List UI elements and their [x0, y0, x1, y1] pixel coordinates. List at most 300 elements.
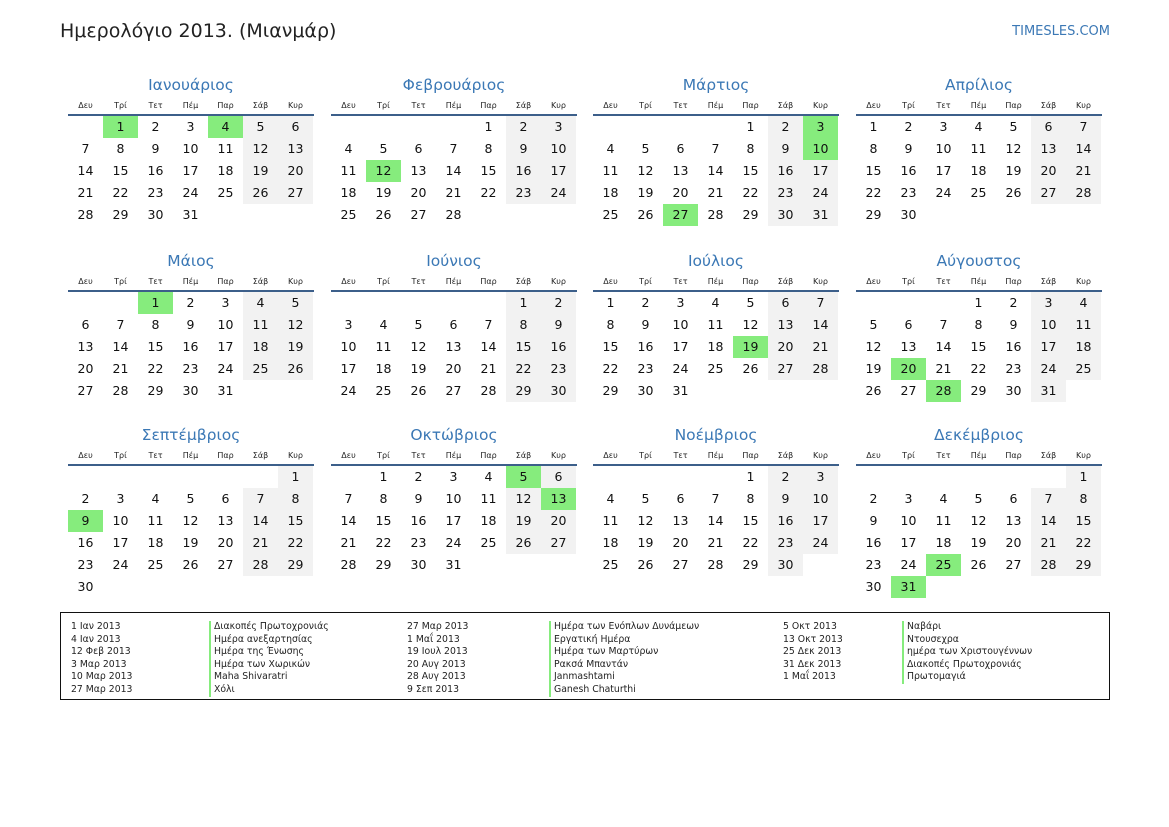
day-cell[interactable]: 25: [1066, 358, 1101, 380]
day-cell[interactable]: 18: [970, 163, 987, 178]
day-cell[interactable]: 11: [375, 339, 392, 354]
day-cell[interactable]: 26: [865, 383, 882, 398]
day-cell[interactable]: 3: [449, 469, 458, 484]
day-cell[interactable]: 28: [445, 207, 462, 222]
day-cell[interactable]: 23: [410, 535, 427, 550]
day-cell[interactable]: 15: [742, 163, 759, 178]
day-cell[interactable]: 23: [506, 182, 541, 204]
day-cell[interactable]: 1: [746, 469, 755, 484]
day-cell[interactable]: 19: [865, 361, 882, 376]
holiday-day-cell[interactable]: 1: [138, 292, 173, 314]
holiday-day-cell[interactable]: 1: [103, 116, 138, 138]
day-cell[interactable]: 9: [414, 491, 423, 506]
holiday-day-cell[interactable]: 19: [733, 336, 768, 358]
day-cell[interactable]: 13: [278, 138, 313, 160]
day-cell[interactable]: 4: [606, 141, 615, 156]
day-cell[interactable]: 20: [410, 185, 427, 200]
day-cell[interactable]: 2: [81, 491, 90, 506]
day-cell[interactable]: 25: [147, 557, 164, 572]
day-cell[interactable]: 14: [112, 339, 129, 354]
day-cell[interactable]: 12: [970, 513, 987, 528]
day-cell[interactable]: 24: [340, 383, 357, 398]
day-cell[interactable]: 7: [344, 491, 353, 506]
day-cell[interactable]: 29: [375, 557, 392, 572]
day-cell[interactable]: 6: [768, 292, 803, 314]
day-cell[interactable]: 30: [541, 380, 576, 402]
day-cell[interactable]: 2: [869, 491, 878, 506]
day-cell[interactable]: 11: [480, 491, 497, 506]
day-cell[interactable]: 25: [970, 185, 987, 200]
day-cell[interactable]: 14: [480, 339, 497, 354]
day-cell[interactable]: 8: [278, 488, 313, 510]
day-cell[interactable]: 9: [641, 317, 650, 332]
day-cell[interactable]: 16: [768, 160, 803, 182]
day-cell[interactable]: 31: [445, 557, 462, 572]
day-cell[interactable]: 30: [1005, 383, 1022, 398]
day-cell[interactable]: 14: [77, 163, 94, 178]
day-cell[interactable]: 17: [900, 535, 917, 550]
day-cell[interactable]: 11: [340, 163, 357, 178]
day-cell[interactable]: 26: [970, 557, 987, 572]
day-cell[interactable]: 21: [707, 535, 724, 550]
day-cell[interactable]: 11: [602, 163, 619, 178]
day-cell[interactable]: 3: [1031, 292, 1066, 314]
day-cell[interactable]: 16: [1005, 339, 1022, 354]
day-cell[interactable]: 7: [1066, 116, 1101, 138]
day-cell[interactable]: 29: [112, 207, 129, 222]
day-cell[interactable]: 1: [278, 466, 313, 488]
day-cell[interactable]: 11: [1066, 314, 1101, 336]
day-cell[interactable]: 28: [707, 207, 724, 222]
day-cell[interactable]: 13: [445, 339, 462, 354]
day-cell[interactable]: 26: [637, 207, 654, 222]
day-cell[interactable]: 4: [939, 491, 948, 506]
day-cell[interactable]: 18: [935, 535, 952, 550]
day-cell[interactable]: 4: [484, 469, 493, 484]
day-cell[interactable]: 16: [182, 339, 199, 354]
holiday-day-cell[interactable]: 10: [803, 138, 838, 160]
day-cell[interactable]: 3: [344, 317, 353, 332]
day-cell[interactable]: 18: [147, 535, 164, 550]
day-cell[interactable]: 6: [221, 491, 230, 506]
day-cell[interactable]: 6: [81, 317, 90, 332]
day-cell[interactable]: 2: [768, 116, 803, 138]
day-cell[interactable]: 15: [865, 163, 882, 178]
day-cell[interactable]: 17: [340, 361, 357, 376]
day-cell[interactable]: 16: [77, 535, 94, 550]
day-cell[interactable]: 30: [182, 383, 199, 398]
holiday-day-cell[interactable]: 20: [891, 358, 926, 380]
day-cell[interactable]: 21: [112, 361, 129, 376]
day-cell[interactable]: 26: [243, 182, 278, 204]
day-cell[interactable]: 11: [217, 141, 234, 156]
day-cell[interactable]: 18: [707, 339, 724, 354]
day-cell[interactable]: 30: [900, 207, 917, 222]
day-cell[interactable]: 24: [900, 557, 917, 572]
day-cell[interactable]: 3: [221, 295, 230, 310]
day-cell[interactable]: 2: [506, 116, 541, 138]
day-cell[interactable]: 12: [1005, 141, 1022, 156]
day-cell[interactable]: 15: [602, 339, 619, 354]
day-cell[interactable]: 12: [865, 339, 882, 354]
day-cell[interactable]: 11: [707, 317, 724, 332]
day-cell[interactable]: 10: [340, 339, 357, 354]
day-cell[interactable]: 10: [900, 513, 917, 528]
day-cell[interactable]: 6: [1031, 116, 1066, 138]
day-cell[interactable]: 25: [217, 185, 234, 200]
day-cell[interactable]: 19: [243, 160, 278, 182]
day-cell[interactable]: 14: [445, 163, 462, 178]
day-cell[interactable]: 15: [112, 163, 129, 178]
day-cell[interactable]: 1: [746, 119, 755, 134]
day-cell[interactable]: 22: [742, 535, 759, 550]
holiday-day-cell[interactable]: 31: [891, 576, 926, 598]
day-cell[interactable]: 20: [541, 510, 576, 532]
day-cell[interactable]: 17: [112, 535, 129, 550]
day-cell[interactable]: 2: [151, 119, 160, 134]
day-cell[interactable]: 3: [803, 466, 838, 488]
day-cell[interactable]: 2: [186, 295, 195, 310]
day-cell[interactable]: 8: [379, 491, 388, 506]
day-cell[interactable]: 1: [379, 469, 388, 484]
day-cell[interactable]: 15: [506, 336, 541, 358]
day-cell[interactable]: 16: [900, 163, 917, 178]
day-cell[interactable]: 10: [541, 138, 576, 160]
day-cell[interactable]: 13: [768, 314, 803, 336]
day-cell[interactable]: 27: [541, 532, 576, 554]
day-cell[interactable]: 12: [182, 513, 199, 528]
day-cell[interactable]: 26: [637, 557, 654, 572]
day-cell[interactable]: 27: [900, 383, 917, 398]
day-cell[interactable]: 14: [340, 513, 357, 528]
day-cell[interactable]: 7: [1031, 488, 1066, 510]
day-cell[interactable]: 12: [410, 339, 427, 354]
day-cell[interactable]: 30: [147, 207, 164, 222]
day-cell[interactable]: 4: [151, 491, 160, 506]
day-cell[interactable]: 24: [803, 532, 838, 554]
day-cell[interactable]: 4: [243, 292, 278, 314]
day-cell[interactable]: 18: [1066, 336, 1101, 358]
day-cell[interactable]: 30: [768, 554, 803, 576]
day-cell[interactable]: 6: [676, 491, 685, 506]
day-cell[interactable]: 9: [186, 317, 195, 332]
day-cell[interactable]: 26: [506, 532, 541, 554]
day-cell[interactable]: 24: [182, 185, 199, 200]
day-cell[interactable]: 9: [151, 141, 160, 156]
day-cell[interactable]: 14: [803, 314, 838, 336]
day-cell[interactable]: 14: [935, 339, 952, 354]
day-cell[interactable]: 25: [602, 207, 619, 222]
day-cell[interactable]: 4: [711, 295, 720, 310]
day-cell[interactable]: 29: [147, 383, 164, 398]
day-cell[interactable]: 6: [278, 116, 313, 138]
day-cell[interactable]: 5: [186, 491, 195, 506]
day-cell[interactable]: 20: [217, 535, 234, 550]
day-cell[interactable]: 19: [506, 510, 541, 532]
day-cell[interactable]: 8: [506, 314, 541, 336]
holiday-day-cell[interactable]: 9: [68, 510, 103, 532]
day-cell[interactable]: 23: [900, 185, 917, 200]
day-cell[interactable]: 1: [506, 292, 541, 314]
day-cell[interactable]: 27: [445, 383, 462, 398]
day-cell[interactable]: 9: [506, 138, 541, 160]
day-cell[interactable]: 1: [974, 295, 983, 310]
day-cell[interactable]: 4: [344, 141, 353, 156]
day-cell[interactable]: 11: [602, 513, 619, 528]
day-cell[interactable]: 3: [904, 491, 913, 506]
day-cell[interactable]: 19: [1005, 163, 1022, 178]
day-cell[interactable]: 9: [869, 513, 878, 528]
day-cell[interactable]: 28: [112, 383, 129, 398]
day-cell[interactable]: 5: [379, 141, 388, 156]
day-cell[interactable]: 21: [1066, 160, 1101, 182]
day-cell[interactable]: 29: [970, 383, 987, 398]
day-cell[interactable]: 8: [974, 317, 983, 332]
day-cell[interactable]: 2: [904, 119, 913, 134]
day-cell[interactable]: 29: [742, 557, 759, 572]
day-cell[interactable]: 28: [77, 207, 94, 222]
day-cell[interactable]: 13: [900, 339, 917, 354]
day-cell[interactable]: 18: [480, 513, 497, 528]
day-cell[interactable]: 12: [637, 163, 654, 178]
day-cell[interactable]: 27: [410, 207, 427, 222]
holiday-day-cell[interactable]: 28: [926, 380, 961, 402]
day-cell[interactable]: 7: [711, 141, 720, 156]
day-cell[interactable]: 17: [803, 510, 838, 532]
day-cell[interactable]: 22: [278, 532, 313, 554]
day-cell[interactable]: 12: [742, 317, 759, 332]
day-cell[interactable]: 11: [970, 141, 987, 156]
day-cell[interactable]: 14: [707, 163, 724, 178]
day-cell[interactable]: 16: [637, 339, 654, 354]
day-cell[interactable]: 10: [1031, 314, 1066, 336]
day-cell[interactable]: 28: [1031, 554, 1066, 576]
day-cell[interactable]: 28: [340, 557, 357, 572]
day-cell[interactable]: 29: [506, 380, 541, 402]
day-cell[interactable]: 9: [904, 141, 913, 156]
day-cell[interactable]: 24: [803, 182, 838, 204]
day-cell[interactable]: 6: [904, 317, 913, 332]
day-cell[interactable]: 17: [445, 513, 462, 528]
day-cell[interactable]: 21: [480, 361, 497, 376]
day-cell[interactable]: 29: [602, 383, 619, 398]
day-cell[interactable]: 5: [243, 116, 278, 138]
day-cell[interactable]: 15: [970, 339, 987, 354]
day-cell[interactable]: 13: [1031, 138, 1066, 160]
day-cell[interactable]: 10: [182, 141, 199, 156]
day-cell[interactable]: 7: [711, 491, 720, 506]
day-cell[interactable]: 6: [449, 317, 458, 332]
day-cell[interactable]: 24: [112, 557, 129, 572]
day-cell[interactable]: 10: [217, 317, 234, 332]
day-cell[interactable]: 1: [1066, 466, 1101, 488]
day-cell[interactable]: 19: [278, 336, 313, 358]
day-cell[interactable]: 20: [77, 361, 94, 376]
day-cell[interactable]: 31: [182, 207, 199, 222]
day-cell[interactable]: 21: [707, 185, 724, 200]
day-cell[interactable]: 24: [935, 185, 952, 200]
day-cell[interactable]: 20: [445, 361, 462, 376]
day-cell[interactable]: 3: [676, 295, 685, 310]
day-cell[interactable]: 15: [742, 513, 759, 528]
day-cell[interactable]: 3: [186, 119, 195, 134]
day-cell[interactable]: 8: [746, 491, 755, 506]
holiday-day-cell[interactable]: 25: [926, 554, 961, 576]
day-cell[interactable]: 16: [865, 535, 882, 550]
day-cell[interactable]: 8: [116, 141, 125, 156]
day-cell[interactable]: 24: [217, 361, 234, 376]
day-cell[interactable]: 13: [672, 163, 689, 178]
day-cell[interactable]: 18: [602, 535, 619, 550]
day-cell[interactable]: 2: [414, 469, 423, 484]
day-cell[interactable]: 10: [803, 488, 838, 510]
day-cell[interactable]: 25: [375, 383, 392, 398]
day-cell[interactable]: 31: [803, 204, 838, 226]
day-cell[interactable]: 6: [1009, 491, 1018, 506]
holiday-day-cell[interactable]: 13: [541, 488, 576, 510]
day-cell[interactable]: 23: [182, 361, 199, 376]
holiday-day-cell[interactable]: 4: [208, 116, 243, 138]
day-cell[interactable]: 16: [506, 160, 541, 182]
day-cell[interactable]: 7: [803, 292, 838, 314]
day-cell[interactable]: 13: [410, 163, 427, 178]
day-cell[interactable]: 12: [243, 138, 278, 160]
day-cell[interactable]: 15: [147, 339, 164, 354]
day-cell[interactable]: 16: [147, 163, 164, 178]
day-cell[interactable]: 5: [414, 317, 423, 332]
day-cell[interactable]: 18: [217, 163, 234, 178]
day-cell[interactable]: 29: [865, 207, 882, 222]
day-cell[interactable]: 15: [278, 510, 313, 532]
day-cell[interactable]: 9: [768, 488, 803, 510]
day-cell[interactable]: 8: [484, 141, 493, 156]
day-cell[interactable]: 27: [217, 557, 234, 572]
day-cell[interactable]: 22: [147, 361, 164, 376]
day-cell[interactable]: 9: [1009, 317, 1018, 332]
day-cell[interactable]: 9: [541, 314, 576, 336]
day-cell[interactable]: 12: [278, 314, 313, 336]
day-cell[interactable]: 22: [506, 358, 541, 380]
day-cell[interactable]: 27: [1031, 182, 1066, 204]
day-cell[interactable]: 1: [869, 119, 878, 134]
day-cell[interactable]: 8: [869, 141, 878, 156]
day-cell[interactable]: 11: [147, 513, 164, 528]
day-cell[interactable]: 22: [742, 185, 759, 200]
day-cell[interactable]: 16: [541, 336, 576, 358]
day-cell[interactable]: 22: [112, 185, 129, 200]
day-cell[interactable]: 30: [637, 383, 654, 398]
day-cell[interactable]: 20: [672, 535, 689, 550]
day-cell[interactable]: 10: [935, 141, 952, 156]
day-cell[interactable]: 9: [768, 138, 803, 160]
day-cell[interactable]: 5: [641, 141, 650, 156]
day-cell[interactable]: 23: [147, 185, 164, 200]
day-cell[interactable]: 10: [112, 513, 129, 528]
day-cell[interactable]: 23: [1005, 361, 1022, 376]
day-cell[interactable]: 8: [1066, 488, 1101, 510]
day-cell[interactable]: 22: [602, 361, 619, 376]
day-cell[interactable]: 20: [1031, 160, 1066, 182]
day-cell[interactable]: 29: [742, 207, 759, 222]
day-cell[interactable]: 17: [935, 163, 952, 178]
day-cell[interactable]: 5: [746, 295, 755, 310]
day-cell[interactable]: 5: [641, 491, 650, 506]
day-cell[interactable]: 26: [742, 361, 759, 376]
day-cell[interactable]: 1: [606, 295, 615, 310]
day-cell[interactable]: 22: [970, 361, 987, 376]
day-cell[interactable]: 5: [974, 491, 983, 506]
day-cell[interactable]: 26: [1005, 185, 1022, 200]
day-cell[interactable]: 7: [939, 317, 948, 332]
day-cell[interactable]: 13: [217, 513, 234, 528]
day-cell[interactable]: 18: [375, 361, 392, 376]
day-cell[interactable]: 22: [480, 185, 497, 200]
day-cell[interactable]: 6: [414, 141, 423, 156]
day-cell[interactable]: 6: [541, 466, 576, 488]
holiday-day-cell[interactable]: 5: [506, 466, 541, 488]
day-cell[interactable]: 18: [243, 336, 278, 358]
day-cell[interactable]: 5: [1009, 119, 1018, 134]
day-cell[interactable]: 20: [1005, 535, 1022, 550]
day-cell[interactable]: 11: [243, 314, 278, 336]
day-cell[interactable]: 31: [672, 383, 689, 398]
day-cell[interactable]: 27: [77, 383, 94, 398]
day-cell[interactable]: 1: [484, 119, 493, 134]
day-cell[interactable]: 17: [541, 160, 576, 182]
day-cell[interactable]: 23: [637, 361, 654, 376]
day-cell[interactable]: 18: [340, 185, 357, 200]
day-cell[interactable]: 24: [672, 361, 689, 376]
day-cell[interactable]: 19: [410, 361, 427, 376]
day-cell[interactable]: 26: [410, 383, 427, 398]
day-cell[interactable]: 21: [77, 185, 94, 200]
day-cell[interactable]: 21: [445, 185, 462, 200]
day-cell[interactable]: 14: [243, 510, 278, 532]
day-cell[interactable]: 21: [243, 532, 278, 554]
day-cell[interactable]: 3: [116, 491, 125, 506]
day-cell[interactable]: 2: [641, 295, 650, 310]
day-cell[interactable]: 15: [480, 163, 497, 178]
day-cell[interactable]: 20: [672, 185, 689, 200]
day-cell[interactable]: 15: [1066, 510, 1101, 532]
day-cell[interactable]: 21: [340, 535, 357, 550]
day-cell[interactable]: 22: [1066, 532, 1101, 554]
day-cell[interactable]: 21: [803, 336, 838, 358]
day-cell[interactable]: 8: [151, 317, 160, 332]
day-cell[interactable]: 25: [243, 358, 278, 380]
day-cell[interactable]: 7: [243, 488, 278, 510]
day-cell[interactable]: 19: [375, 185, 392, 200]
day-cell[interactable]: 19: [182, 535, 199, 550]
day-cell[interactable]: 23: [541, 358, 576, 380]
day-cell[interactable]: 20: [278, 160, 313, 182]
day-cell[interactable]: 5: [278, 292, 313, 314]
day-cell[interactable]: 16: [768, 510, 803, 532]
day-cell[interactable]: 8: [606, 317, 615, 332]
day-cell[interactable]: 3: [541, 116, 576, 138]
day-cell[interactable]: 25: [602, 557, 619, 572]
day-cell[interactable]: 28: [707, 557, 724, 572]
day-cell[interactable]: 23: [768, 182, 803, 204]
day-cell[interactable]: 4: [974, 119, 983, 134]
day-cell[interactable]: 7: [116, 317, 125, 332]
day-cell[interactable]: 12: [506, 488, 541, 510]
day-cell[interactable]: 22: [375, 535, 392, 550]
day-cell[interactable]: 10: [672, 317, 689, 332]
holiday-day-cell[interactable]: 12: [366, 160, 401, 182]
day-cell[interactable]: 26: [375, 207, 392, 222]
day-cell[interactable]: 21: [935, 361, 952, 376]
